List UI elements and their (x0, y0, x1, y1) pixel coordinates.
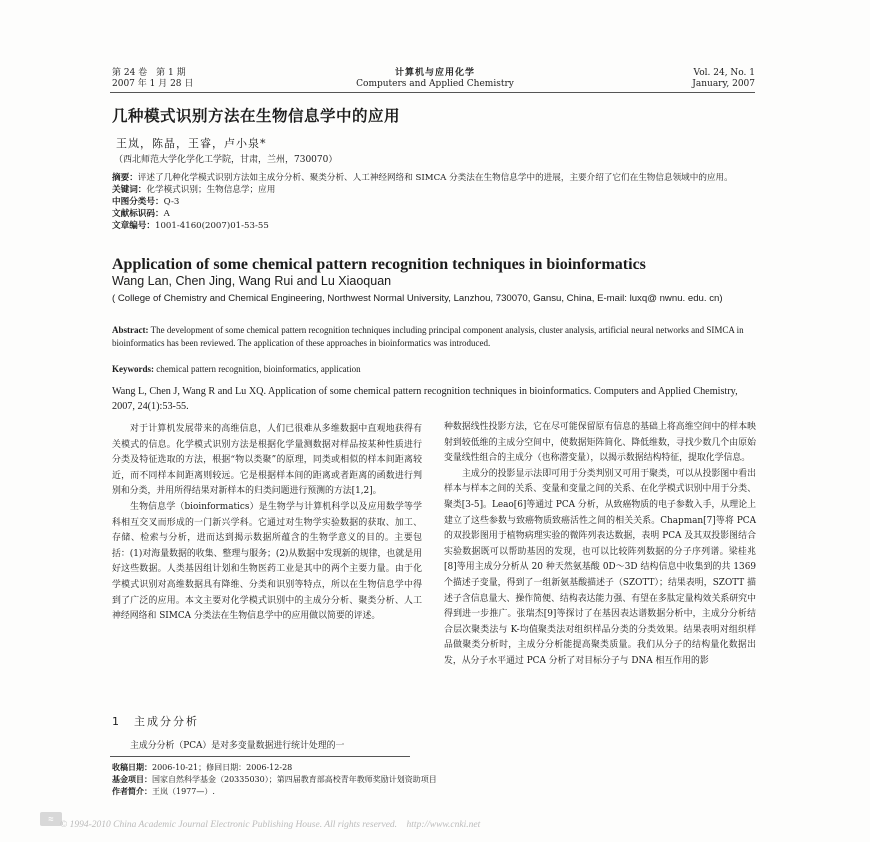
section-heading: 1 主成分分析 (112, 715, 199, 728)
abstract-text-cn: 评述了几种化学模式识别方法如主成分分析、聚类分析、人工神经网络和 SIMCA 分类法在生物信息学中的进展，主要介绍了它们在生物信息领域中的应用。 (137, 173, 733, 183)
body-paragraph: 主成分的投影显示法即可用于分类判别又可用于聚类，可以从投影图中看出样本与样本之间的关系、变量和变量之间的关系、在化学模式识别中用于分类、聚类[3-5]。Leao[6]等通过 PCA 分析，从致癌物质的电子参数入手，从理论上建立了这些参数与致癌物质致癌活性之间的相关关系。Chapman[7]等将 PCA 的双投影图用于植物病理实验的微阵列表达数据，表明 PCA 及其双投影图结合实验数据既可以帮助基因的发现，也可以比较阵列数据的分子序列谱。梁桂兆[8]等用主成分分析从 20 种天然氨基酸 0D～3D 结构信息中收集到的共 1369 个描述子变量，得到了一组新氨基酸描述子（SZOTT）；结果表明，SZOTT 描述子含信息量大、操作简便、结构表达能力强、有望在多肽定量构效关系研究中得到进一步推广。张瑞杰[9]等探讨了在基因表达谱数据分析中，主成分分析结合层次聚类法与 K-均值聚类法对组织样品分类的分类效果。结果表明对组织样品做聚类分析时，主成分分析能提高聚类质量。我们从分子的结构量化数据出发，从分子水平通过 PCA 分析了对目标分子与 DNA 相互作用的影 (444, 468, 756, 666)
cnki-logo-icon: ≈ (40, 812, 62, 826)
body-paragraph: 对于计算机发展带来的高维信息，人们已很难从多维数据中直观地获得有关模式的信息。化学模式识别方法是根据化学量测数据对样品按某种性质进行分类及特征选取的方法，根据“物以类聚”的原理，同类或相似的样本间距离较近，而不同样本间距离则较远。它是根据样本间的距离或者距离的函数进行判别和分类，并用所得结果对新样本的归类问题进行预测的方法[1,2]。 (112, 424, 422, 497)
fund-text: 国家自然科学基金（20335030）；第四届教育部高校青年教师奖励计划资助项目 (152, 775, 437, 784)
abstract-text-en: The development of some chemical pattern recognition techniques including principal component analysis, cluster analysis, artificial neural networks and SIMCA in bioinformatics has been reviewed. The application of these approaches in bioinformatics was introduced. (112, 325, 744, 348)
volume-issue-en: Vol. 24, No. 1 (693, 68, 755, 78)
publish-date: 2007 年 1 月 28 日 (112, 79, 194, 89)
copyright-notice: © 1994-2010 China Academic Journal Electronic Publishing House. All rights reserved. http://www.cnki.net (60, 820, 481, 830)
abstract-en (112, 324, 760, 350)
article-no-label: 文章编号： (112, 221, 155, 231)
authors-cn: 王岚，陈晶，王睿，卢小泉* (116, 137, 267, 150)
keywords-label-en: Keywords: (112, 364, 154, 374)
journal-name-en: Computers and Applied Chemistry (356, 79, 514, 89)
body-paragraph: 主成分分析（PCA）是对多变量数据进行统计处理的一 (130, 741, 345, 751)
keywords-text-cn: 化学模式识别；生物信息学；应用 (146, 185, 276, 195)
keywords-label-cn: 关键词： (112, 185, 147, 195)
volume-issue: 第 24 卷 第 1 期 (112, 68, 186, 78)
doc-code-label: 文献标识码： (112, 209, 164, 219)
received-label: 收稿日期： (112, 763, 152, 772)
paper-title-en: Application of some chemical pattern recognition techniques in bioinformatics (112, 256, 646, 273)
doc-code: A (163, 209, 170, 219)
footnote (112, 762, 437, 798)
author-bio-label: 作者简介： (112, 787, 152, 796)
affiliation-cn: （西北师范大学化学化工学院，甘肃，兰州，730070） (114, 155, 338, 165)
journal-volume-info-en (692, 68, 755, 90)
article-number: 1001-4160(2007)01-53-55 (154, 221, 269, 231)
citation: Wang L, Chen J, Wang R and Lu XQ. Application of some chemical pattern recognition techniques in bioinformatics. Computers and Applied Chemistry, 2007, 24(1):53-55. (112, 386, 738, 412)
affiliation-en: ( College of Chemistry and Chemical Engineering, Northwest Normal University, Lanzhou, 730070, Gansu, China, E-mail: luxq@ nwnu. edu. cn) (112, 293, 723, 304)
abstract-label-cn: 摘要： (112, 173, 138, 183)
footnote-divider (110, 756, 410, 757)
header-divider (110, 92, 755, 93)
author-bio: 王岚（1977—）. (152, 787, 215, 796)
authors-en: Wang Lan, Chen Jing, Wang Rui and Lu Xiaoquan (112, 274, 392, 288)
publish-date-en: January, 2007 (692, 79, 755, 89)
fund-label: 基金项目： (112, 775, 152, 784)
body-column-left (112, 422, 422, 625)
journal-name-cn: 计算机与应用化学 (394, 68, 475, 78)
clc-label: 中图分类号： (112, 197, 164, 207)
paper-title-cn: 几种模式识别方法在生物信息学中的应用 (112, 107, 401, 125)
clc-number: Q-3 (163, 197, 180, 207)
keywords-en (112, 364, 361, 374)
body-column-right (444, 420, 756, 670)
abstract-label-en: Abstract: (112, 325, 149, 335)
received-dates: 2006-10-21；修回日期：2006-12-28 (152, 763, 293, 772)
keywords-text-en: chemical pattern recognition, bioinformatics, application (154, 364, 361, 374)
body-paragraph: 种数据线性投影方法，它在尽可能保留原有信息的基础上将高维空间中的样本映射到较低维的主成分空间中，使数据矩阵简化、降低维数，寻找少数几个由原始变量线性组合的主成分（也称潜变量），以揭示数据结构特征，提取化学信息。 (444, 422, 756, 464)
body-paragraph: 生物信息学（bioinformatics）是生物学与计算机科学以及应用数学等学科相互交叉而形成的一门新兴学科。它通过对生物学实验数据的获取、加工、存储、检索与分析，进而达到揭示数据所蕴含的生物学意义的目的。主要包括：(1)对海量数据的收集、整理与服务；(2)从数据中发现新的规律，也就是用好这些数据。人类基因组计划和生物医药工业是其中的两个主要力量。由于化学模式识别对高维数据具有降维、分类和识别等特点，所以在生物信息学中得到了广泛的应用。本文主要对化学模式识别中的主成分分析、聚类分析、人工神经网络和 SIMCA 分类法在生物信息学中的应用做以简要的评述。 (112, 501, 422, 622)
abstract-cn (112, 172, 762, 232)
